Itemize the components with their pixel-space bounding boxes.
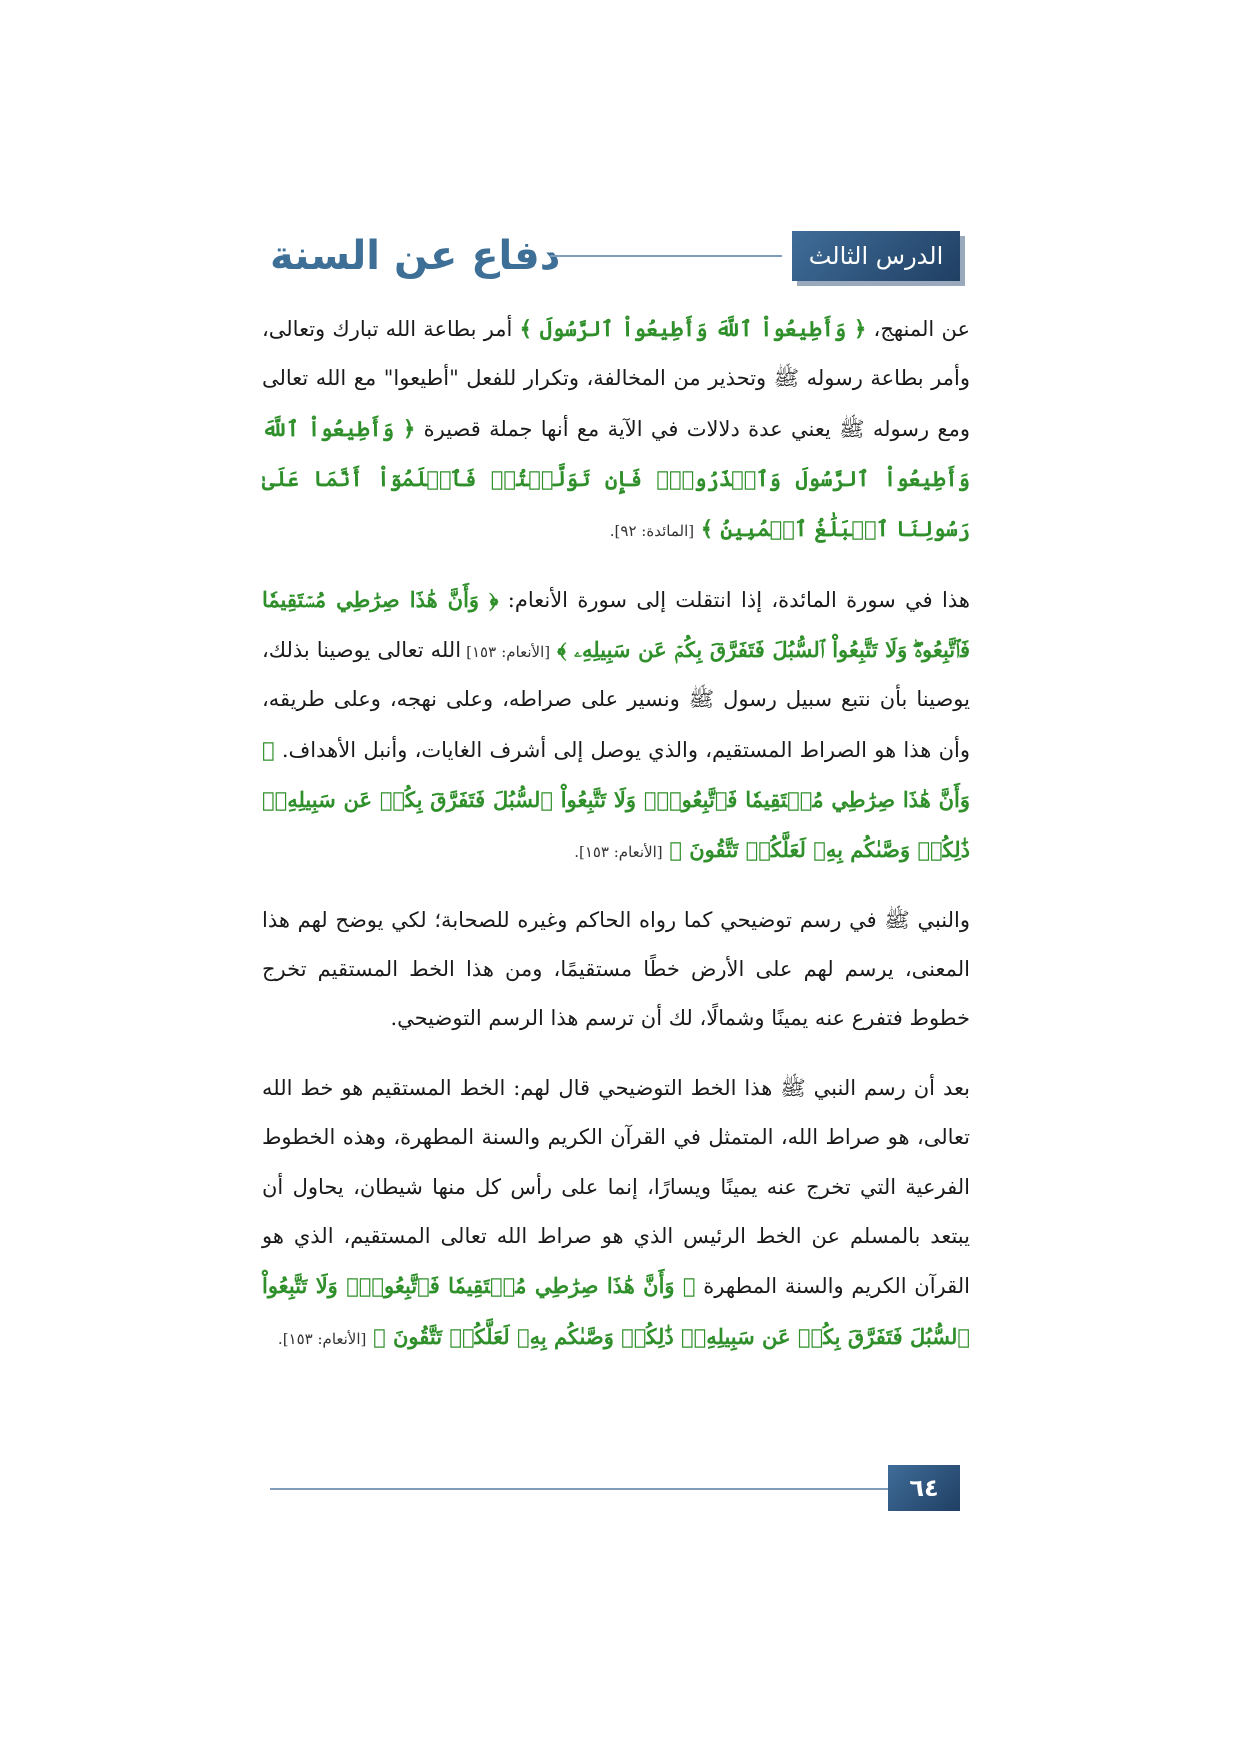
paragraph-4 [262,1064,970,1362]
paragraph-2 [262,575,970,876]
text-segment: عن المنهج، [866,317,970,341]
lesson-badge: الدرس الثالث [792,231,960,281]
paragraph-1 [262,304,970,555]
header-divider [550,255,782,257]
verse-reference: [الأنعام: ١٥٣] [461,643,551,662]
book-title: دفاع عن السنة [270,233,561,279]
quran-verse: ﴿ وَأَطِيعُواْ ٱللَّهَ وَأَطِيعُواْ ٱلرَّسُولَ وَٱحۡذَرُواْۚ فَإِن تَوَلَّيۡتُمۡ فَٱعۡلَمُوٓاْ أَنَّمَا عَلَىٰ رَسُولِنَا ٱلۡبَلَٰغُ ٱلۡمُبِينُ ﴾ [262,415,970,542]
verse-reference: [الأنعام: ١٥٣]. [277,1329,367,1348]
quran-verse: ﴿ وَأَنَّ هَٰذَا صِرَٰطِي مُسۡتَقِيمٗا فَٱتَّبِعُوهُۖ وَلَا تَتَّبِعُواْ ٱلسُّبُلَ فَتَفَرَّقَ بِكُمۡ عَن سَبِيلِهِۦۚ ذَٰلِكُمۡ وَصَّىٰكُم بِهِۦ لَعَلَّكُمۡ تَتَّقُونَ ﴾ [262,736,970,863]
page-number: ٦٤ [888,1465,960,1511]
text-segment: أمر بطاعة الله تبارك وتعالى، وأمر بطاعة رسوله ﷺ وتحذير من المخالفة، وتكرار للفعل "أطيعوا" مع الله تعالى ومع رسوله ﷺ يعني عدة دلالات في الآية مع أنها جملة قصيرة [262,317,970,441]
text-segment: والنبي ﷺ في رسم توضيحي كما رواه الحاكم وغيره للصحابة؛ لكي يوضح لهم هذا المعنى، يرسم لهم على الأرض خطًا مستقيمًا، ومن هذا الخط المستقيم تخرج خطوط فتفرع عنه يمينًا وشمالًا، لك أن ترسم هذا الرسم التوضيحي. [262,907,970,1031]
quran-verse: ﴿ وَأَنَّ هَٰذَا صِرَٰطِي مُسۡتَقِيمٗا فَٱتَّبِعُوهُۖ وَلَا تَتَّبِعُواْ ٱلسُّبُلَ فَتَفَرَّقَ بِكُمۡ عَن سَبِيلِهِۦۚ ذَٰلِكُمۡ وَصَّىٰكُم بِهِۦ لَعَلَّكُمۡ تَتَّقُونَ ﴾ [262,1273,970,1349]
quran-verse: ﴿ وَأَطِيعُواْ ٱللَّهَ وَأَطِيعُواْ ٱلرَّسُولَ ﴾ [519,316,867,341]
verse-reference: [المائدة: ٩٢]. [609,522,695,541]
footer-divider [270,1488,888,1490]
page-body [262,304,970,1382]
text-segment: هذا في سورة المائدة، إذا انتقلت إلى سورة الأنعام: [498,587,970,612]
paragraph-3 [262,896,970,1044]
text-segment: الله تعالى يوصينا بذلك، يوصينا بأن نتبع سبيل رسول ﷺ ونسير على صراطه، وعلى نهجه، وعلى طريقه، وأن هذا هو الصراط المستقيم، والذي يوصل إلى أشرف الغايات، وأنبل الأهداف. [262,638,970,762]
page-footer [270,1465,960,1511]
quran-verse: ﴿ وَأَنَّ هَٰذَا صِرَٰطِي مُسۡتَقِيمٗا فَٱتَّبِعُوهُۖ وَلَا تَتَّبِعُواْ ٱلسُّبُلَ فَتَفَرَّقَ بِكُمۡ عَن سَبِيلِهِۦ ﴾ [262,586,970,663]
text-segment: بعد أن رسم النبي ﷺ هذا الخط التوضيحي قال لهم: الخط المستقيم هو خط الله تعالى، هو صراط الله، المتمثل في القرآن الكريم والسنة المطهرة، وهذه الخطوط الفرعية التي تخرج عنه يمينًا ويسارًا، إنما على رأس كل منها شيطان، يحاول أن يبتعد بالمسلم عن الخط الرئيس الذي هو صراط الله تعالى المستقيم، الذي هو القرآن الكريم والسنة المطهرة [262,1075,970,1299]
verse-reference: [الأنعام: ١٥٣]. [574,843,663,862]
page-header [270,228,960,284]
